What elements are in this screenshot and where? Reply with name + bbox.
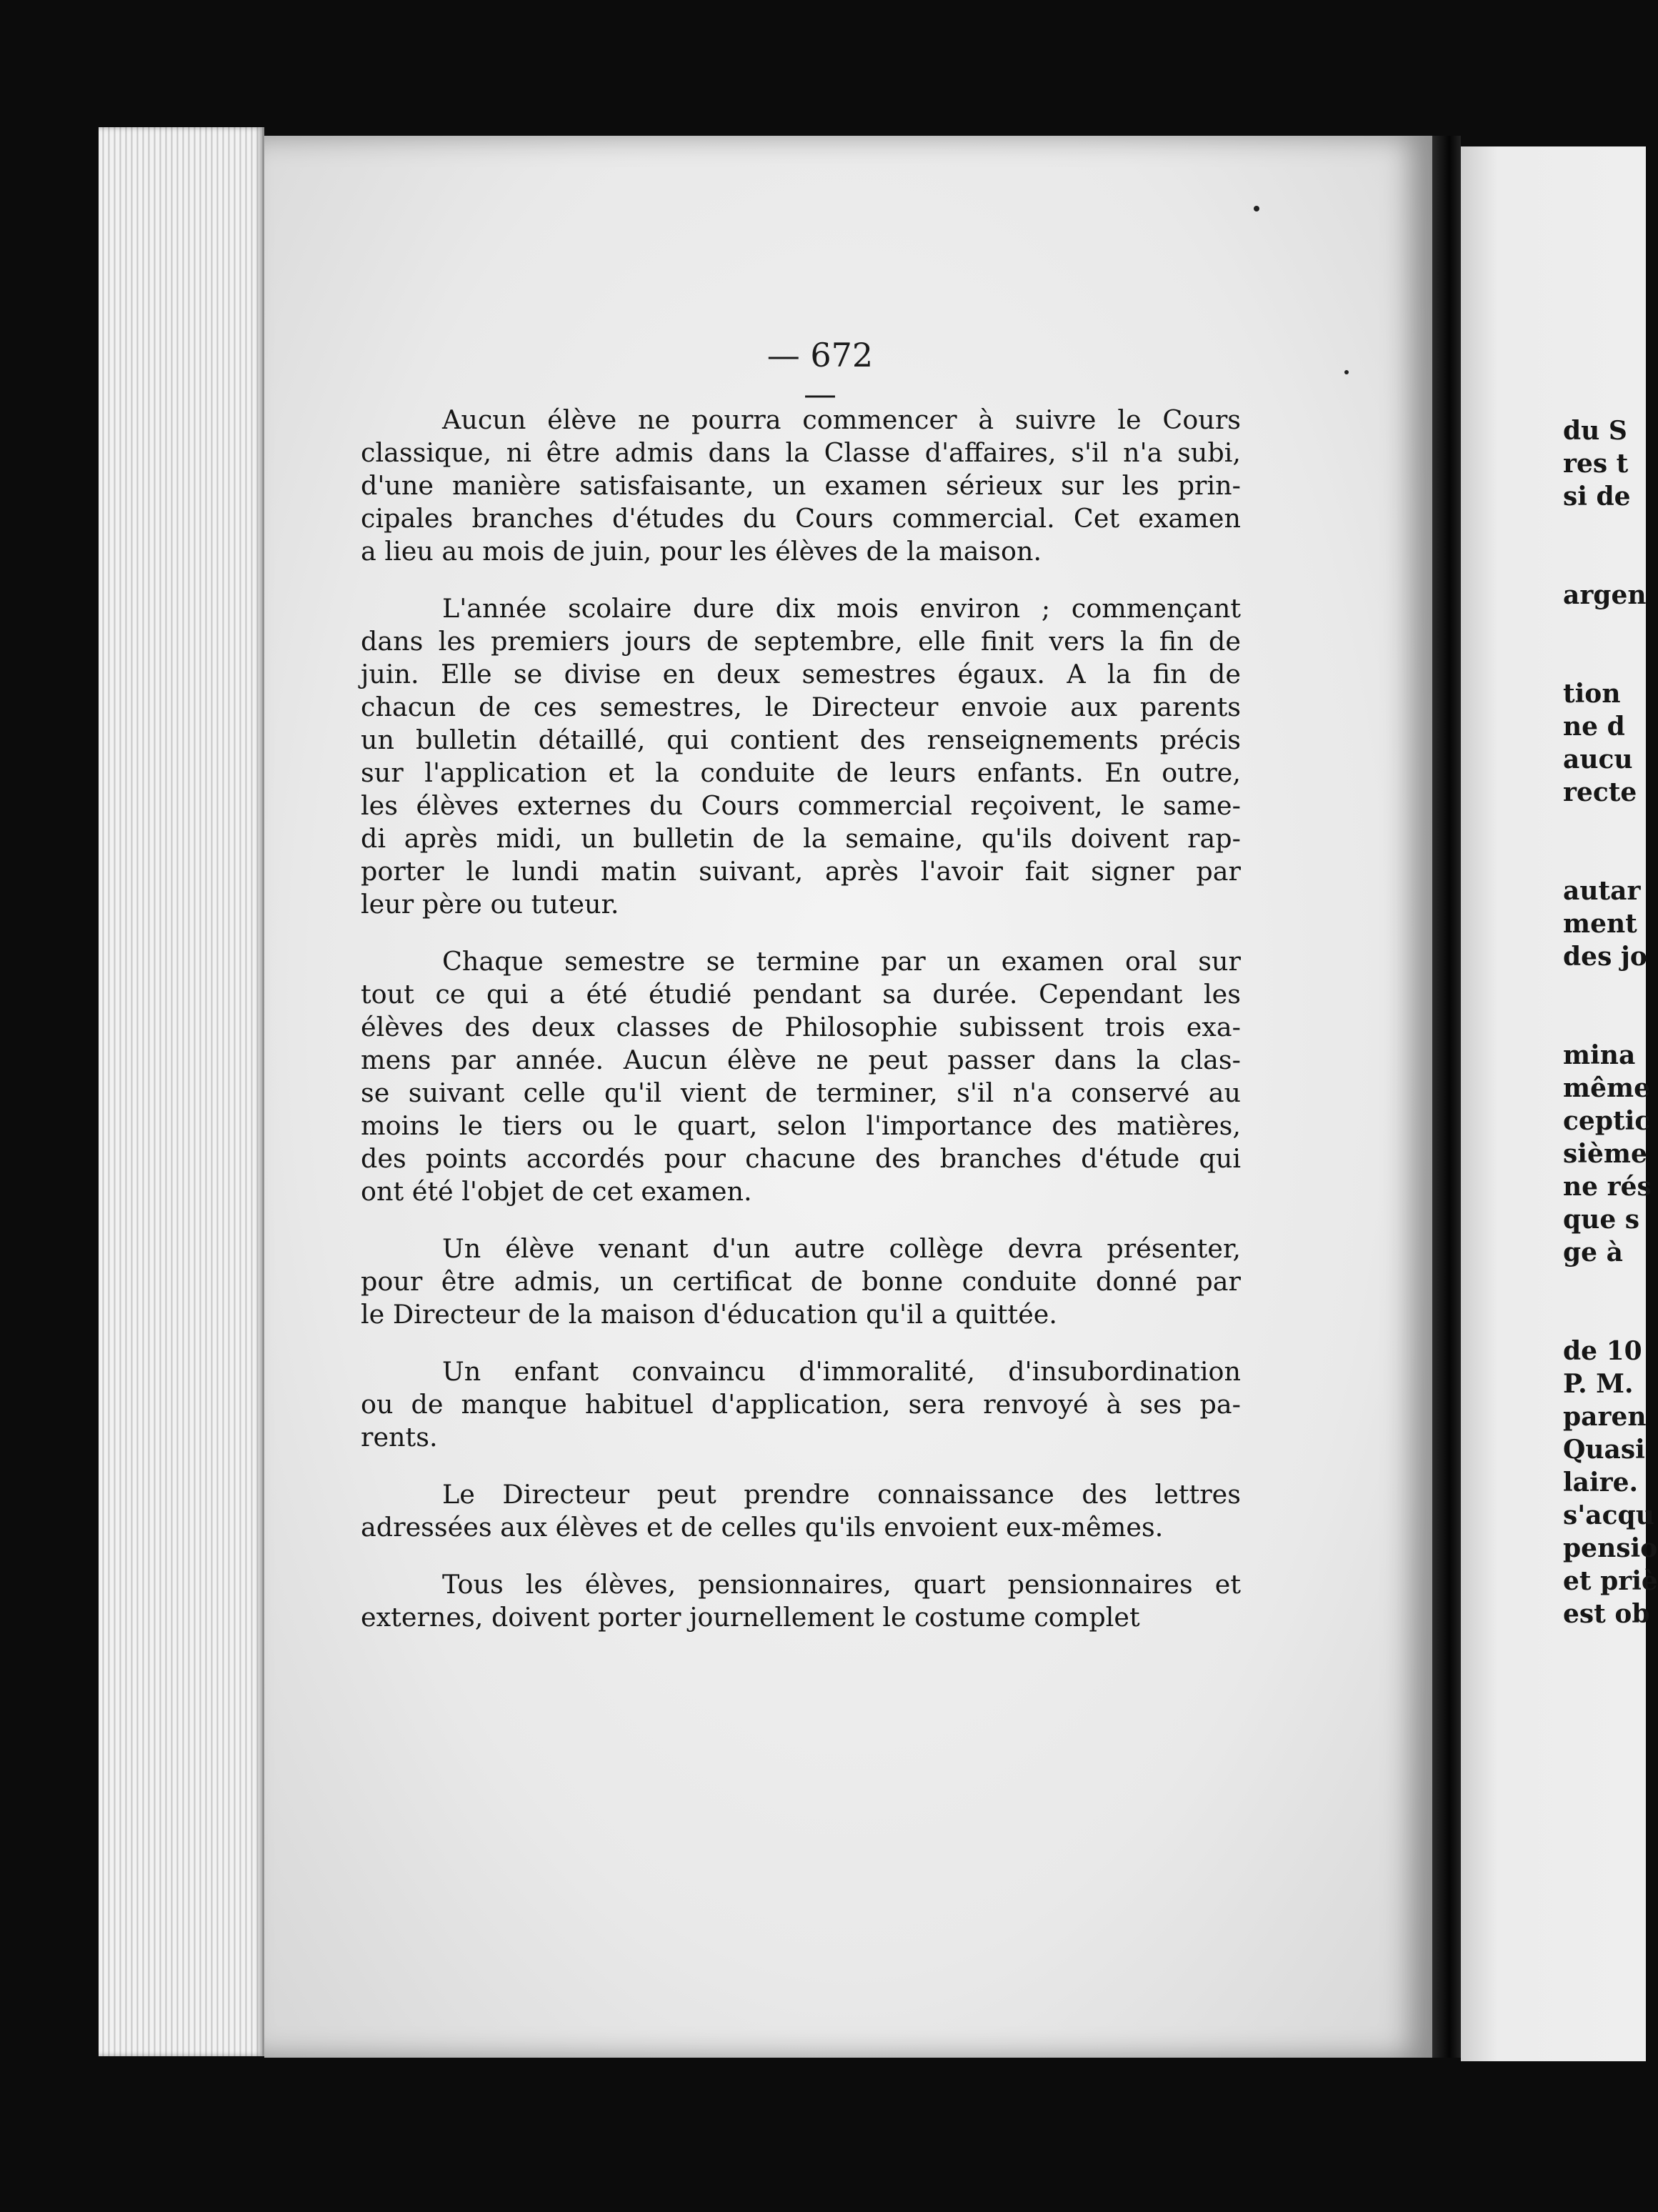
text-line: Tous les élèves, pensionnaires, quart pensionnaires et [442,1569,1241,1600]
text-line: L'année scolaire dure dix mois environ ; commençant [442,593,1241,624]
text-line: juin. Elle se divise en deux semestres égaux. A la fin de [361,659,1241,689]
right-page-fragment: et priè [1563,1566,1658,1596]
right-page-fragment: ceptic [1563,1106,1651,1136]
text-line: des points accordés pour chacune des branches d'étude qui [361,1143,1241,1174]
text-line: ont été l'objet de cet examen. [361,1176,752,1207]
text-line: un bulletin détaillé, qui contient des renseignements précis [361,724,1241,755]
text-line: d'une manière satisfaisante, un examen sérieux sur les prin- [361,470,1241,501]
text-line: Le Directeur peut prendre connaissance des lettres [442,1479,1241,1510]
paragraph [361,1355,1241,1454]
text-line: moins le tiers ou le quart, selon l'importance des matières, [361,1110,1241,1141]
right-page-fragment: sième [1563,1139,1647,1169]
paragraph [361,1478,1241,1544]
text-line: dans les premiers jours de septembre, elle finit vers la fin de [361,626,1241,657]
book-page-edges [99,127,264,2056]
right-page-fragment [1563,513,1646,546]
page-text [361,404,1241,1658]
book-gutter [1432,136,1461,2058]
text-line: cipales branches d'études du Cours commercial. Cet examen [361,503,1241,534]
text-line: rents. [361,1422,438,1453]
right-page-fragment [1563,644,1646,677]
text-line: adressées aux élèves et de celles qu'ils envoient eux-mêmes. [361,1512,1164,1543]
text-line: les élèves externes du Cours commercial reçoivent, le same- [361,790,1241,821]
text-line: mens par année. Aucun élève ne peut passer dans la clas- [361,1045,1241,1075]
right-page-text-fragments [1563,414,1658,1630]
right-page-fragment [1563,973,1646,1006]
text-line: externes, doivent porter journellement le costume complet [361,1602,1140,1633]
text-line: porter le lundi matin suivant, après l'avoir fait signer par [361,856,1241,887]
speck [1344,370,1349,374]
right-page-fragment: argen [1563,580,1647,610]
right-page-fragment [1563,809,1646,842]
text-line: se suivant celle qu'il vient de terminer, s'il n'a conservé au [361,1077,1241,1108]
right-page-fragment: mina [1563,1040,1636,1070]
text-line: Un enfant convaincu d'immoralité, d'insubordination [442,1356,1241,1387]
right-page-fragment: est ob [1563,1599,1650,1629]
right-page-fragment: aucu [1563,744,1633,774]
right-page-fragment: même [1563,1073,1650,1103]
right-page-fragment: des jo [1563,942,1647,972]
right-page-fragment: Quasi [1563,1435,1645,1465]
text-line: élèves des deux classes de Philosophie subissent trois exa- [361,1012,1241,1042]
right-page-fragment: ge à [1563,1237,1623,1267]
paragraph [361,592,1241,921]
right-page-fragment: res t [1563,449,1629,479]
paragraph [361,1232,1241,1331]
right-page-fragment [1563,842,1646,875]
text-line: Chaque semestre se termine par un examen oral sur [442,946,1241,977]
right-page-fragment: pensio [1563,1533,1658,1563]
text-line: Aucun élève ne pourra commencer à suivre le Cours [442,404,1241,435]
text-line: sur l'application et la conduite de leurs enfants. En outre, [361,757,1241,788]
page-number: — 672 — [766,336,874,413]
right-page-fragment: ne d [1563,712,1625,742]
right-page-fragment: de 10 [1563,1336,1642,1366]
right-page-fragment [1563,1302,1646,1335]
text-line: chacun de ces semestres, le Directeur envoie aux parents [361,692,1241,722]
paragraph [361,404,1241,568]
text-line: ou de manque habituel d'application, sera renvoyé à ses pa- [361,1389,1241,1420]
paragraph [361,1568,1241,1634]
paragraph [361,945,1241,1208]
right-page-fragment: paren [1563,1402,1647,1432]
right-page-fragment [1563,1269,1646,1302]
right-page-fragment: tion [1563,679,1621,709]
text-line: classique, ni être admis dans la Classe d'affaires, s'il n'a subi, [361,437,1241,468]
right-page-fragment: ne rés [1563,1172,1652,1202]
right-page-fragment: que s [1563,1205,1640,1235]
right-page-fragment [1563,612,1646,644]
right-page-fragment: P. M. [1563,1369,1634,1399]
right-page-fragment: laire. [1563,1468,1639,1498]
text-line: le Directeur de la maison d'éducation qu'il a quittée. [361,1299,1058,1330]
right-page-fragment: ment [1563,909,1637,939]
right-page-fragment [1563,1006,1646,1039]
text-line: pour être admis, un certificat de bonne conduite donné par [361,1266,1241,1297]
right-page-fragment [1563,546,1646,579]
right-page-fragment: autar [1563,876,1641,906]
text-line: di après midi, un bulletin de la semaine, qu'ils doivent rap- [361,823,1241,854]
speck [1254,206,1259,211]
text-line: leur père ou tuteur. [361,889,619,920]
right-page-fragment: recte [1563,777,1637,807]
right-page-fragment: du S [1563,416,1627,446]
text-line: a lieu au mois de juin, pour les élèves de la maison. [361,536,1042,567]
text-line: Un élève venant d'un autre collège devra présenter, [442,1233,1241,1264]
right-page-fragment: s'acqu [1563,1500,1654,1530]
right-page-fragment: si de [1563,482,1631,512]
text-line: tout ce qui a été étudié pendant sa durée. Cependant les [361,979,1241,1010]
